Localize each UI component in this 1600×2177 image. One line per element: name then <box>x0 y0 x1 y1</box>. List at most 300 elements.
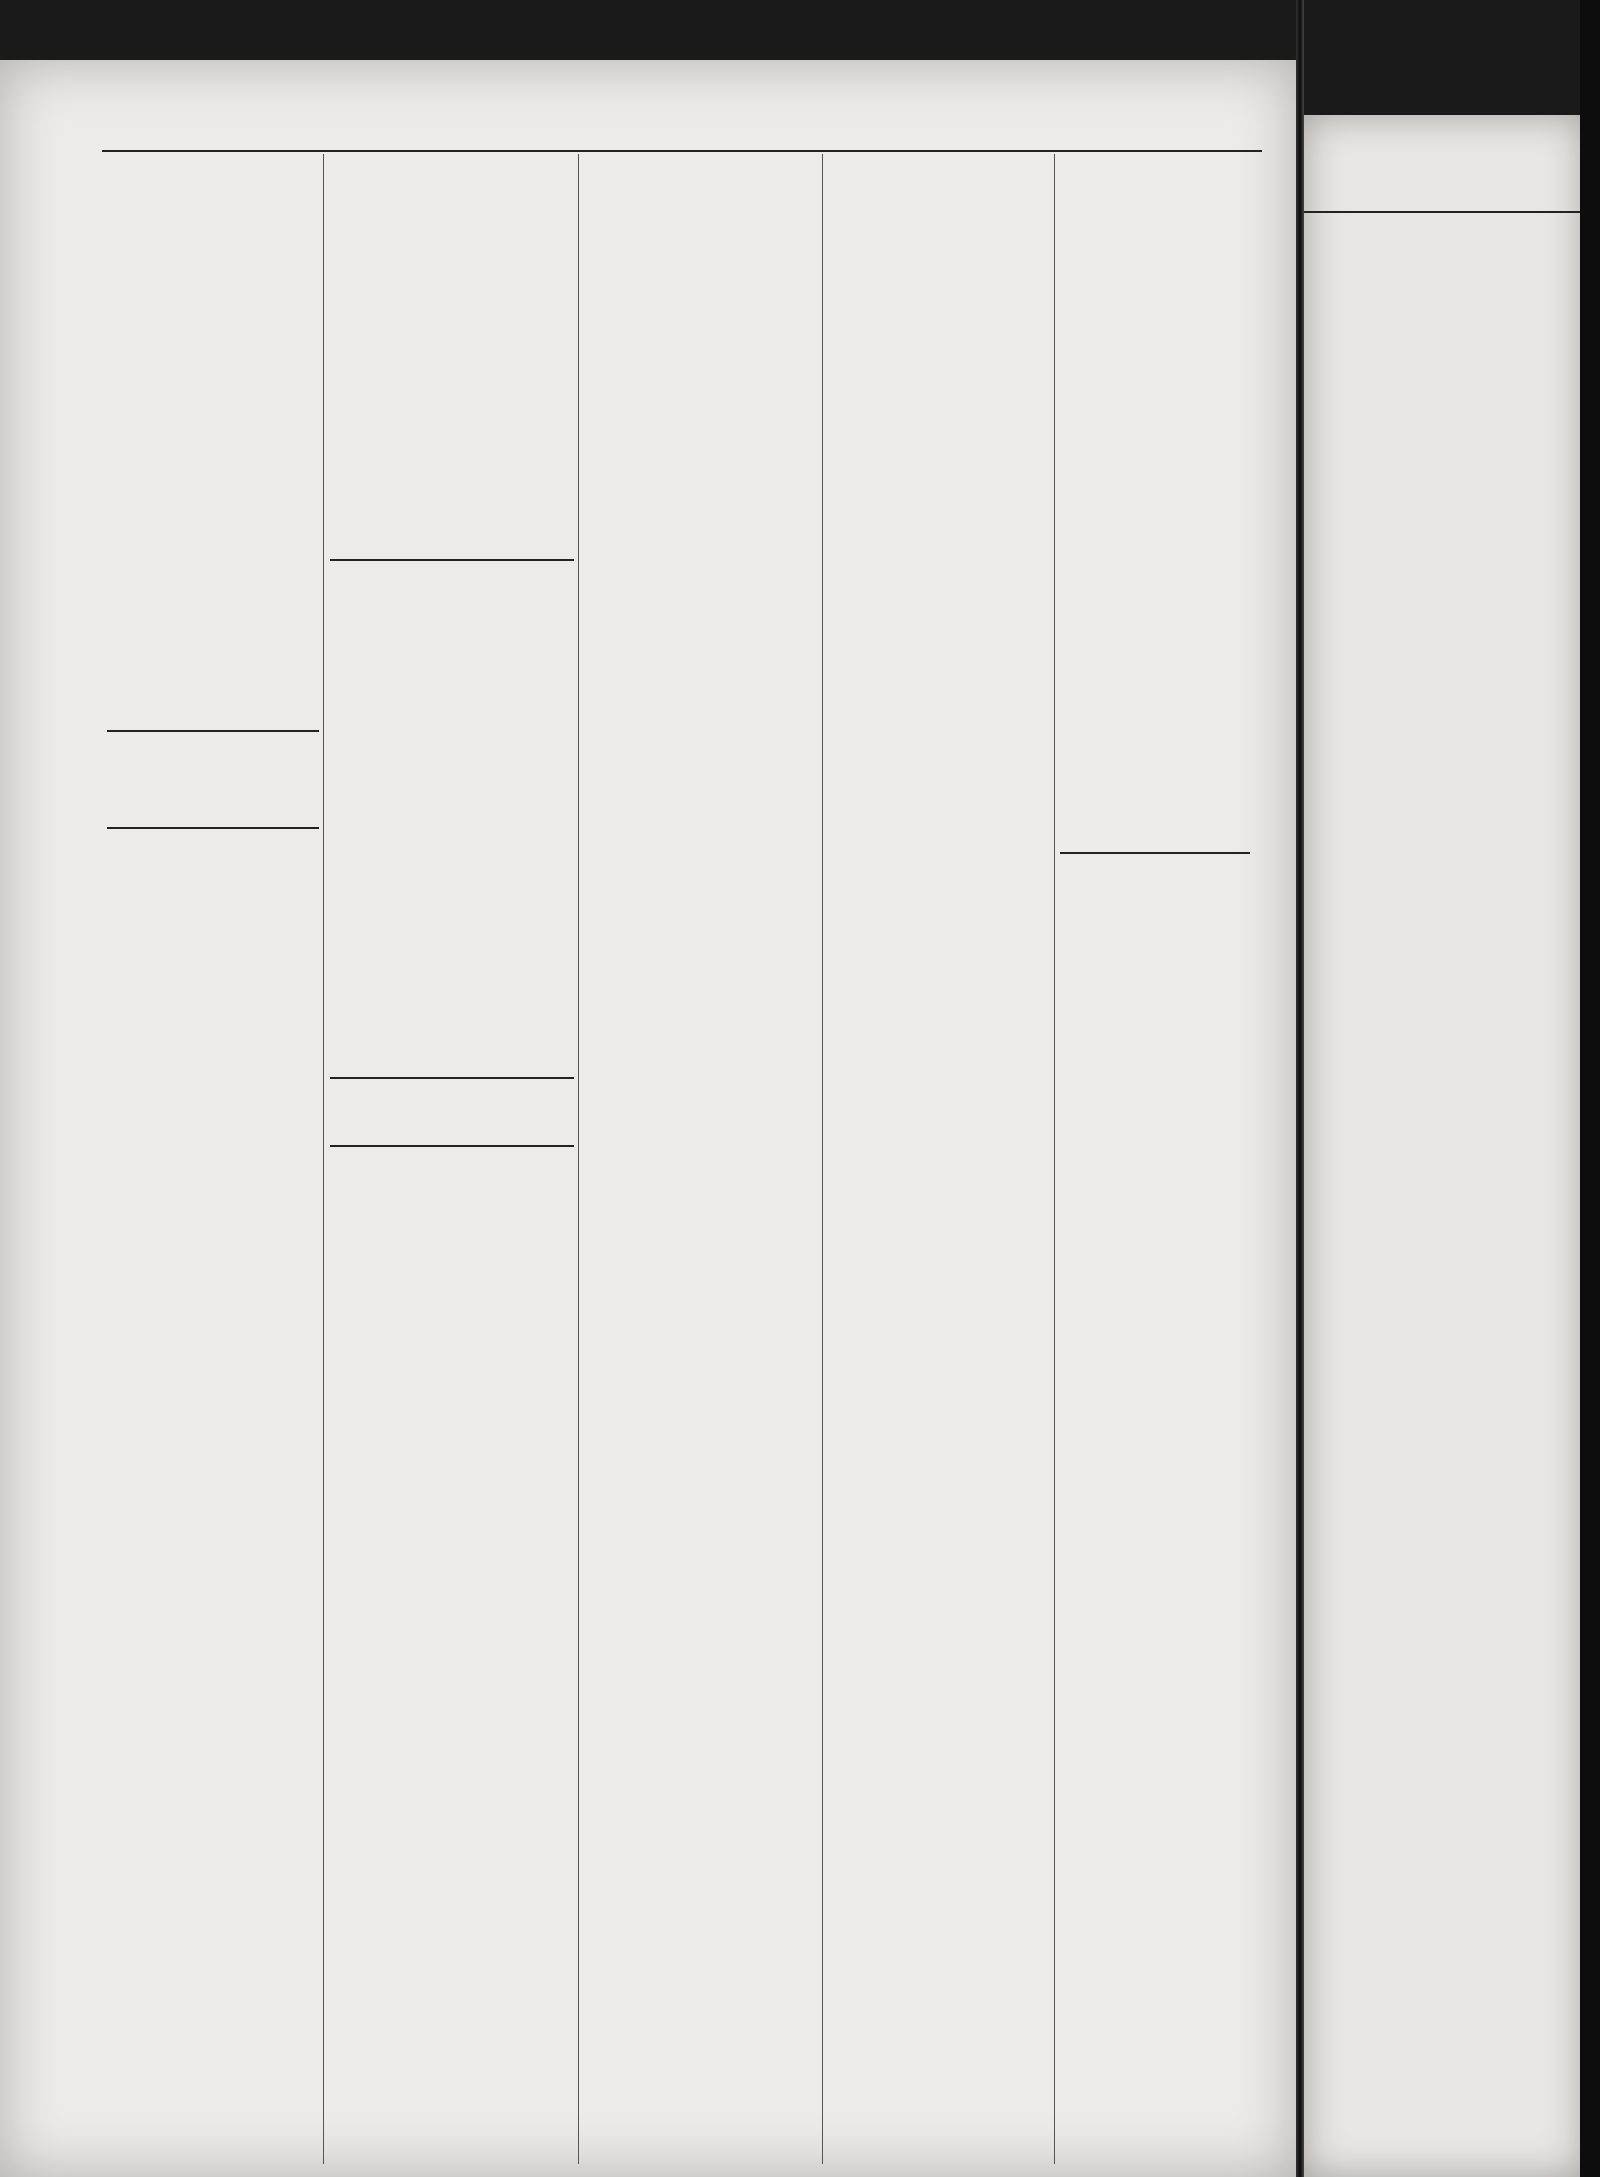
directory-entry <box>330 1151 574 1166</box>
directory-entry <box>586 190 818 205</box>
directory-entry <box>107 833 319 848</box>
directory-entry <box>829 189 1051 204</box>
directory-entry <box>829 833 1051 848</box>
directory-entry <box>1060 687 1250 702</box>
directory-entry <box>1060 599 1250 614</box>
left-page <box>0 60 1296 2177</box>
directory-entry <box>829 716 1051 731</box>
directory-entry <box>586 366 818 381</box>
directory-entry <box>829 1591 1051 1606</box>
directory-entry <box>829 1344 1051 1359</box>
directory-entry <box>829 204 1051 219</box>
directory-entry <box>586 760 818 775</box>
directory-entry <box>586 1622 818 1637</box>
directory-entry <box>586 1593 818 1608</box>
directory-entry <box>586 527 818 542</box>
directory-entry <box>586 264 818 279</box>
directory-entry <box>829 262 1051 277</box>
directory-entry <box>1060 1177 1250 1192</box>
directory-entry <box>330 337 574 352</box>
directory-entry <box>829 1577 1051 1592</box>
directory-entry <box>1060 959 1250 974</box>
directory-entry <box>330 956 574 971</box>
directory-entry <box>107 952 319 967</box>
directory-entry <box>586 235 818 250</box>
directory-entry <box>586 396 818 411</box>
directory-entry <box>330 681 574 696</box>
directory-entry <box>829 1650 1051 1665</box>
directory-entry <box>829 538 1051 553</box>
directory-entry <box>829 1270 1051 1285</box>
directory-entry <box>107 1053 319 1068</box>
directory-entry <box>1060 716 1250 731</box>
directory-entry <box>1060 1456 1250 1471</box>
directory-entry <box>1060 702 1250 717</box>
directory-column <box>1060 160 1250 1471</box>
directory-entry <box>107 334 319 349</box>
section-divider <box>107 730 319 732</box>
directory-entry <box>586 908 818 923</box>
directory-entry <box>586 600 818 615</box>
directory-entry <box>586 981 818 996</box>
book-gutter <box>1296 0 1304 2177</box>
directory-entry <box>1060 205 1250 220</box>
directory-entry <box>586 1550 818 1565</box>
directory-entry <box>1060 234 1250 249</box>
directory-entry <box>829 1606 1051 1621</box>
directory-entry <box>330 540 574 555</box>
directory-entry <box>586 1201 818 1216</box>
directory-entry <box>1060 365 1250 380</box>
directory-entry <box>330 511 574 526</box>
directory-entry <box>586 1231 818 1246</box>
directory-entry <box>1060 439 1250 454</box>
directory-entry <box>107 639 319 654</box>
directory-entry <box>829 1124 1051 1139</box>
directory-entry <box>586 658 818 673</box>
scan-edge <box>1580 0 1600 2177</box>
directory-entry <box>586 937 818 952</box>
directory-entry <box>1060 988 1250 1003</box>
directory-entry <box>829 1197 1051 1212</box>
directory-entry <box>1060 872 1250 887</box>
directory-entry <box>829 1315 1051 1330</box>
directory-entry <box>1060 1061 1250 1076</box>
directory-entry <box>829 935 1051 950</box>
directory-entry <box>829 1358 1051 1373</box>
section-divider <box>1060 852 1250 854</box>
directory-entry <box>1060 974 1250 989</box>
directory-entry <box>330 913 574 928</box>
directory-entry <box>107 450 319 465</box>
directory-entry <box>1060 336 1250 351</box>
directory-entry <box>1060 887 1250 902</box>
directory-entry <box>586 294 818 309</box>
directory-entry <box>586 308 818 323</box>
directory-entry <box>1060 1119 1250 1134</box>
directory-entry <box>829 848 1051 863</box>
directory-entry <box>330 869 574 884</box>
directory-entry <box>107 247 319 262</box>
directory-entry <box>107 937 319 952</box>
directory-entry <box>107 233 319 248</box>
directory-entry <box>829 1519 1051 1534</box>
directory-entry <box>330 710 574 725</box>
directory-entry <box>586 849 818 864</box>
directory-entry <box>1060 1032 1250 1047</box>
directory-entry <box>330 594 574 609</box>
directory-entry <box>586 337 818 352</box>
directory-entry <box>829 407 1051 422</box>
directory-entry <box>829 553 1051 568</box>
directory-entry <box>586 1506 818 1521</box>
directory-entry <box>107 1242 319 1257</box>
directory-entry <box>330 884 574 899</box>
directory-entry <box>330 1059 574 1074</box>
directory-entry <box>107 378 319 393</box>
directory-entry <box>586 1274 818 1289</box>
directory-entry <box>586 1564 818 1579</box>
directory-entry <box>586 673 818 688</box>
directory-entry <box>586 1434 818 1449</box>
directory-entry <box>107 1343 319 1358</box>
directory-entry <box>107 966 319 981</box>
directory-entry <box>586 1070 818 1085</box>
directory-entry <box>330 898 574 913</box>
directory-entry <box>829 494 1051 509</box>
directory-entry <box>1060 1442 1250 1457</box>
directory-entry <box>586 1608 818 1623</box>
section-divider <box>330 1145 574 1147</box>
directory-entry <box>1060 644 1250 659</box>
directory-entry <box>829 436 1051 451</box>
directory-entry <box>1060 175 1250 190</box>
directory-entry <box>1060 1337 1250 1352</box>
directory-entry <box>107 479 319 494</box>
directory-entry <box>1060 1133 1250 1148</box>
directory-entry <box>829 1080 1051 1095</box>
directory-entry <box>829 421 1051 436</box>
directory-entry <box>330 308 574 323</box>
directory-entry <box>330 468 574 483</box>
directory-entry <box>330 482 574 497</box>
directory-entry <box>586 716 818 731</box>
directory-entry <box>829 1387 1051 1402</box>
directory-entry <box>586 804 818 819</box>
directory-entry <box>330 294 574 309</box>
directory-entry <box>829 450 1051 465</box>
directory-entry <box>330 207 574 222</box>
directory-entry <box>330 352 574 367</box>
directory-entry <box>1060 916 1250 931</box>
directory-entry <box>1060 614 1250 629</box>
directory-entry <box>1060 789 1250 804</box>
directory-entry <box>829 1474 1051 1489</box>
directory-column <box>829 160 1051 1665</box>
directory-entry <box>586 1535 818 1550</box>
directory-entry <box>829 1036 1051 1051</box>
directory-entry <box>1060 673 1250 688</box>
directory-entry <box>586 249 818 264</box>
directory-entry <box>107 392 319 407</box>
directory-entry <box>330 439 574 454</box>
directory-entry <box>829 363 1051 378</box>
directory-entry <box>586 425 818 440</box>
section-divider <box>330 1077 574 1079</box>
directory-entry <box>330 1225 574 1240</box>
directory-entry <box>107 653 319 668</box>
directory-entry <box>1060 264 1250 279</box>
directory-entry <box>1060 526 1250 541</box>
directory-entry <box>586 1579 818 1594</box>
directory-entry <box>1060 1003 1250 1018</box>
directory-entry <box>107 595 319 610</box>
directory-entry <box>829 1431 1051 1446</box>
directory-entry <box>586 323 818 338</box>
directory-entry <box>107 363 319 378</box>
directory-entry <box>107 1155 319 1170</box>
directory-entry <box>107 1198 319 1213</box>
directory-entry <box>829 1286 1051 1301</box>
directory-entry <box>107 160 319 175</box>
directory-entry <box>107 697 319 712</box>
directory-entry <box>107 862 319 877</box>
directory-entry <box>1060 858 1250 873</box>
directory-entry <box>1060 1220 1250 1235</box>
directory-entry <box>586 1303 818 1318</box>
directory-entry <box>829 465 1051 480</box>
directory-entry <box>1060 293 1250 308</box>
directory-entry <box>586 483 818 498</box>
directory-entry <box>330 163 574 178</box>
directory-entry <box>1060 1206 1250 1221</box>
directory-entry <box>1060 307 1250 322</box>
directory-entry <box>330 1044 574 1059</box>
directory-entry <box>586 1215 818 1230</box>
directory-entry <box>107 508 319 523</box>
directory-entry <box>829 761 1051 776</box>
directory-entry <box>1060 774 1250 789</box>
directory-entry <box>1060 628 1250 643</box>
page-header <box>0 118 1296 148</box>
directory-entry <box>107 1213 319 1228</box>
directory-entry <box>586 381 818 396</box>
directory-entry <box>107 189 319 204</box>
directory-entry <box>1060 248 1250 263</box>
directory-entry <box>586 1448 818 1463</box>
directory-entry <box>586 967 818 982</box>
directory-entry <box>107 1329 319 1344</box>
directory-entry <box>586 469 818 484</box>
directory-entry <box>586 819 818 834</box>
directory-entry <box>586 731 818 746</box>
directory-entry <box>1060 1381 1250 1396</box>
directory-entry <box>330 927 574 942</box>
directory-entry <box>829 627 1051 642</box>
directory-entry <box>330 695 574 710</box>
directory-entry <box>829 1460 1051 1475</box>
directory-entry <box>829 233 1051 248</box>
directory-entry <box>330 221 574 236</box>
directory-entry <box>330 1014 574 1029</box>
directory-entry <box>829 1139 1051 1154</box>
directory-entry <box>1060 658 1250 673</box>
directory-entry <box>829 598 1051 613</box>
directory-entry <box>586 1477 818 1492</box>
directory-entry <box>107 218 319 233</box>
header-rule <box>102 150 1262 152</box>
directory-entry <box>107 175 319 190</box>
directory-entry <box>1060 585 1250 600</box>
directory-entry <box>107 736 319 751</box>
directory-entry <box>330 1127 574 1142</box>
directory-entry <box>1060 190 1250 205</box>
directory-entry <box>107 794 319 809</box>
directory-entry <box>586 219 818 234</box>
directory-entry <box>107 1097 319 1112</box>
directory-entry <box>1060 219 1250 234</box>
directory-entry <box>1060 1427 1250 1442</box>
directory-entry <box>107 204 319 219</box>
directory-entry <box>829 686 1051 701</box>
directory-entry <box>1060 1293 1250 1308</box>
directory-entry <box>829 1416 1051 1431</box>
directory-entry <box>586 205 818 220</box>
directory-entry <box>1060 745 1250 760</box>
directory-entry <box>330 410 574 425</box>
directory-entry <box>107 1140 319 1155</box>
directory-entry <box>586 454 818 469</box>
directory-entry <box>107 682 319 697</box>
directory-entry <box>330 395 574 410</box>
directory-entry <box>107 1111 319 1126</box>
directory-entry <box>829 1504 1051 1519</box>
directory-entry <box>586 556 818 571</box>
directory-entry <box>107 1184 319 1199</box>
directory-entry <box>586 644 818 659</box>
directory-entry <box>1060 1249 1250 1264</box>
column-divider <box>822 154 823 2164</box>
directory-entry <box>586 1419 818 1434</box>
directory-entry <box>107 624 319 639</box>
directory-entry <box>586 996 818 1011</box>
directory-entry <box>829 1548 1051 1563</box>
directory-entry <box>330 1180 574 1195</box>
directory-entry <box>107 291 319 306</box>
directory-entry <box>330 192 574 207</box>
directory-entry <box>107 1126 319 1141</box>
directory-entry <box>107 581 319 596</box>
directory-entry <box>586 1332 818 1347</box>
directory-entry <box>829 175 1051 190</box>
directory-entry <box>1060 160 1250 175</box>
directory-entry <box>1060 540 1250 555</box>
directory-entry <box>107 1256 319 1271</box>
directory-entry <box>586 1405 818 1420</box>
directory-entry <box>1060 1017 1250 1032</box>
directory-entry <box>330 637 574 652</box>
directory-entry <box>829 1226 1051 1241</box>
directory-entry <box>829 1329 1051 1344</box>
directory-entry <box>1060 1398 1250 1413</box>
directory-entry <box>586 1128 818 1143</box>
directory-entry <box>107 1082 319 1097</box>
directory-entry <box>1060 1148 1250 1163</box>
directory-entry <box>586 1143 818 1158</box>
directory-entry <box>107 421 319 436</box>
directory-entry <box>107 876 319 891</box>
directory-entry <box>107 523 319 538</box>
directory-entry <box>586 629 818 644</box>
directory-entry <box>586 790 818 805</box>
directory-entry <box>586 1245 818 1260</box>
directory-entry <box>829 1489 1051 1504</box>
directory-entry <box>829 1255 1051 1270</box>
directory-entry <box>330 265 574 280</box>
directory-entry <box>586 1027 818 1042</box>
directory-entry <box>330 250 574 265</box>
directory-entry <box>586 512 818 527</box>
directory-entry <box>829 906 1051 921</box>
directory-entry <box>829 1211 1051 1226</box>
directory-entry <box>107 1314 319 1329</box>
directory-entry <box>586 1085 818 1100</box>
directory-entry <box>829 291 1051 306</box>
directory-entry <box>330 1195 574 1210</box>
directory-entry <box>330 797 574 812</box>
directory-entry <box>829 1022 1051 1037</box>
directory-entry <box>829 1373 1051 1388</box>
directory-entry <box>829 218 1051 233</box>
directory-entry <box>330 608 574 623</box>
directory-entry <box>829 819 1051 834</box>
directory-entry <box>107 262 319 277</box>
directory-entry <box>330 1112 574 1127</box>
directory-entry <box>107 537 319 552</box>
directory-entry <box>829 790 1051 805</box>
directory-entry <box>107 349 319 364</box>
directory-entry <box>330 811 574 826</box>
directory-entry <box>107 920 319 935</box>
directory-entry <box>107 711 319 726</box>
directory-entry <box>330 323 574 338</box>
directory-entry <box>107 750 319 765</box>
directory-entry <box>107 1024 319 1039</box>
directory-entry <box>586 1521 818 1536</box>
directory-entry <box>330 855 574 870</box>
directory-entry <box>586 774 818 789</box>
directory-entry <box>586 541 818 556</box>
directory-entry <box>586 745 818 760</box>
directory-entry <box>107 1169 319 1184</box>
directory-entry <box>829 978 1051 993</box>
directory-entry <box>829 1240 1051 1255</box>
directory-entry <box>829 949 1051 964</box>
directory-entry <box>107 1227 319 1242</box>
directory-entry <box>586 498 818 513</box>
directory-entry <box>1060 1235 1250 1250</box>
directory-entry <box>586 1157 818 1172</box>
directory-entry <box>1060 380 1250 395</box>
directory-entry <box>330 279 574 294</box>
directory-column <box>107 160 319 1372</box>
directory-entry <box>829 524 1051 539</box>
directory-entry <box>586 586 818 601</box>
directory-entry <box>107 566 319 581</box>
section-divider <box>330 559 574 561</box>
directory-entry <box>829 1445 1051 1460</box>
directory-entry <box>586 1390 818 1405</box>
